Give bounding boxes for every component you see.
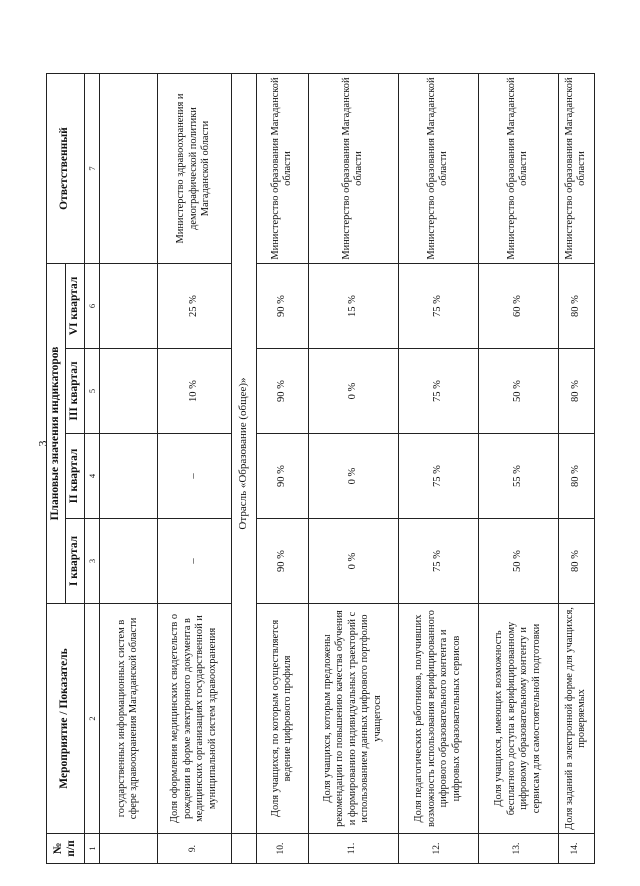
row-q1: 50 % [478, 519, 558, 604]
row-q4: 80 % [558, 264, 594, 349]
row-q3: 0 % [308, 349, 398, 434]
row-q3 [99, 349, 157, 434]
row-responsible [99, 74, 157, 264]
row-num: 9. [157, 834, 231, 864]
column-number: 7 [84, 74, 99, 264]
column-number: 2 [84, 604, 99, 834]
row-measure: Доля учащихся, которым предложены рекомендации по повышению качества обучения и формированию индивидуальных траекторий с использованием данных цифрового портфолио учащегося [308, 604, 398, 834]
row-responsible: Министерство образования Магаданской области [308, 74, 398, 264]
header-q3: III квартал [65, 349, 84, 434]
row-q1: – [157, 519, 231, 604]
row-q2 [99, 434, 157, 519]
row-measure: Доля оформления медицинских свидетельств о рождении в форме электронного документа в медицинских организациях государственной и муниципальной систем здравоохранения [157, 604, 231, 834]
row-num: 11. [308, 834, 398, 864]
row-num-cell [99, 834, 157, 864]
row-measure: Доля педагогических работников, получивших возможность использования верифицированного цифрового образовательного контента и цифровых образовательных сервисов [398, 604, 478, 834]
column-number: 4 [84, 434, 99, 519]
column-number: 6 [84, 264, 99, 349]
row-q3: 80 % [558, 349, 594, 434]
table-row-continuation [99, 74, 157, 864]
row-responsible: Министерство образования Магаданской области [478, 74, 558, 264]
header-row-1 [47, 74, 66, 864]
row-measure: государственных информационных систем в сфере здравоохранения Магаданской области [99, 604, 157, 834]
row-q3: 75 % [398, 349, 478, 434]
row-q1: 75 % [398, 519, 478, 604]
column-number-row [84, 74, 99, 864]
page-number: 3 [35, 440, 50, 447]
row-q2: 55 % [478, 434, 558, 519]
table-row-9 [157, 74, 231, 864]
table-row [558, 74, 594, 864]
row-q4: 15 % [308, 264, 398, 349]
header-measure: Мероприятие / Показатель [47, 604, 85, 834]
column-number: 5 [84, 349, 99, 434]
table-row [256, 74, 308, 864]
row-q1: 90 % [256, 519, 308, 604]
row-q4: 90 % [256, 264, 308, 349]
row-num: 13. [478, 834, 558, 864]
sector-row [231, 74, 256, 864]
row-q2: 75 % [398, 434, 478, 519]
row-q3: 10 % [157, 349, 231, 434]
row-q1 [99, 519, 157, 604]
table-row [478, 74, 558, 864]
sector-title: Отрасль «Образование (общее)» [231, 74, 256, 834]
row-q1: 0 % [308, 519, 398, 604]
row-measure: Доля заданий в электронной форме для учащихся, проверяемых [558, 604, 594, 834]
row-q3: 50 % [478, 349, 558, 434]
row-responsible: Министерство образования Магаданской области [256, 74, 308, 264]
indicators-table [46, 73, 595, 864]
row-measure: Доля учащихся, имеющих возможность бесплатного доступа к верифицированному цифровому образовательному контенту и сервисам для самостоятельной подготовки [478, 604, 558, 834]
row-q4: 60 % [478, 264, 558, 349]
table-row [398, 74, 478, 864]
row-q4: 75 % [398, 264, 478, 349]
row-num: 14. [558, 834, 594, 864]
header-responsible: Ответственный [47, 74, 85, 264]
row-q2: – [157, 434, 231, 519]
row-measure: Доля учащихся, по которым осуществляется ведение цифрового профиля [256, 604, 308, 834]
sector-empty-cell [231, 834, 256, 864]
row-q2: 0 % [308, 434, 398, 519]
column-number: 1 [84, 834, 99, 864]
table-row [308, 74, 398, 864]
row-responsible: Министерство образования Магаданской области [398, 74, 478, 264]
row-q1: 80 % [558, 519, 594, 604]
header-planned: Плановые значения индикаторов [47, 264, 66, 604]
row-responsible: Министерство здравоохранения и демографической политики Магаданской области [157, 74, 231, 264]
header-num: № п/п [47, 834, 85, 864]
column-number: 3 [84, 519, 99, 604]
row-q4: 25 % [157, 264, 231, 349]
row-num: 12. [398, 834, 478, 864]
row-q4 [99, 264, 157, 349]
rotated-table-container [46, 74, 594, 864]
row-q2: 90 % [256, 434, 308, 519]
header-q2: II квартал [65, 434, 84, 519]
header-q4: VI квартал [65, 264, 84, 349]
row-responsible: Министерство образования Магаданской области [558, 74, 594, 264]
row-num: 10. [256, 834, 308, 864]
row-q2: 80 % [558, 434, 594, 519]
header-q1: I квартал [65, 519, 84, 604]
row-q3: 90 % [256, 349, 308, 434]
